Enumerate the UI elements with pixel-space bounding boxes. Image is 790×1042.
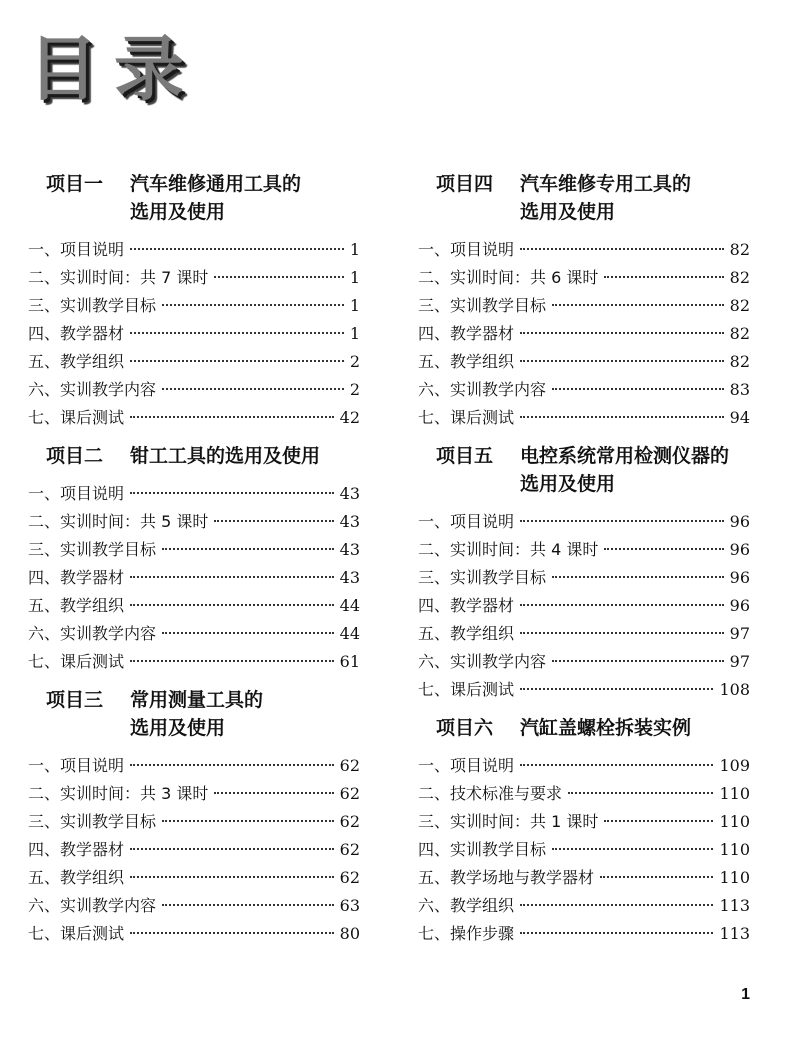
toc-entry[interactable] <box>28 536 360 564</box>
toc-entry[interactable] <box>418 676 750 704</box>
toc-entry-label: 二、实训时间：共 4 课时 <box>418 540 599 559</box>
toc-entry[interactable] <box>28 892 360 920</box>
toc-entry-label: 七、课后测试 <box>418 408 515 427</box>
toc-entry-label: 五、教学场地与教学器材 <box>418 868 595 887</box>
toc-entry-label: 三、实训教学目标 <box>28 812 157 831</box>
toc-entry[interactable] <box>28 376 360 404</box>
toc-entry[interactable] <box>28 508 360 536</box>
dot-leader <box>130 576 334 578</box>
section-title <box>28 686 360 742</box>
dot-leader <box>162 632 334 634</box>
toc-entry-page: 62 <box>339 868 360 887</box>
dot-leader <box>520 520 724 522</box>
toc-entry-label: 四、教学器材 <box>418 324 515 343</box>
toc-entry-page: 110 <box>719 812 750 831</box>
toc-entry-label: 七、课后测试 <box>418 680 515 699</box>
toc-entry-page: 2 <box>349 352 360 371</box>
section-title <box>28 170 360 226</box>
toc-entry-label: 七、操作步骤 <box>418 924 515 943</box>
dot-leader <box>552 304 724 306</box>
toc-entry-page: 63 <box>339 896 360 915</box>
toc-entry-page: 82 <box>729 268 750 287</box>
toc-entry-label: 六、实训教学内容 <box>418 380 547 399</box>
toc-entry-page: 110 <box>719 840 750 859</box>
dot-leader <box>130 604 334 606</box>
toc-entry[interactable] <box>28 648 360 676</box>
toc-entry-page: 110 <box>719 784 750 803</box>
toc-entry-label: 六、实训教学内容 <box>28 380 157 399</box>
toc-entry-page: 62 <box>339 840 360 859</box>
dot-leader <box>604 276 723 278</box>
toc-entry-page: 82 <box>729 324 750 343</box>
toc-entry-page: 96 <box>729 512 750 531</box>
dot-leader <box>520 416 724 418</box>
dot-leader <box>130 876 334 878</box>
toc-section <box>28 442 360 676</box>
toc-entry[interactable] <box>418 564 750 592</box>
toc-entry-page: 82 <box>729 352 750 371</box>
section-title <box>418 714 750 742</box>
toc-left-column <box>28 170 360 948</box>
toc-entry-label: 五、教学组织 <box>28 352 125 371</box>
dot-leader <box>162 304 344 306</box>
toc-entry[interactable] <box>418 292 750 320</box>
toc-entry[interactable] <box>418 508 750 536</box>
dot-leader <box>130 360 344 362</box>
section-number: 项目六 <box>436 717 494 739</box>
toc-entry-label: 二、技术标准与要求 <box>418 784 563 803</box>
dot-leader <box>520 632 724 634</box>
toc-entry-label: 四、教学器材 <box>28 324 125 343</box>
toc-entry[interactable] <box>28 752 360 780</box>
toc-entry[interactable] <box>418 536 750 564</box>
toc-entry[interactable] <box>28 348 360 376</box>
toc-entry-page: 43 <box>339 512 360 531</box>
dot-leader <box>130 764 334 766</box>
toc-entry-page: 83 <box>729 380 750 399</box>
dot-leader <box>162 904 334 906</box>
dot-leader <box>604 548 723 550</box>
toc-entry[interactable] <box>418 404 750 432</box>
toc-entry[interactable] <box>418 376 750 404</box>
toc-entry-label: 一、项目说明 <box>28 484 125 503</box>
toc-section <box>418 714 750 948</box>
toc-entry[interactable] <box>28 480 360 508</box>
section-title <box>418 170 750 226</box>
toc-entry-page: 2 <box>349 380 360 399</box>
section-number: 项目五 <box>436 445 494 467</box>
section-name: 钳工工具的选用及使用 <box>130 445 321 467</box>
toc-entry-page: 42 <box>339 408 360 427</box>
dot-leader <box>552 576 724 578</box>
section-name: 汽车维修专用工具的 选用及使用 <box>520 173 692 223</box>
toc-entry-label: 三、实训教学目标 <box>418 568 547 587</box>
toc-entry-page: 82 <box>729 296 750 315</box>
dot-leader <box>162 388 344 390</box>
toc-entry[interactable] <box>418 752 750 780</box>
toc-entry-label: 六、实训教学内容 <box>28 896 157 915</box>
dot-leader <box>552 388 724 390</box>
toc-entry-label: 一、项目说明 <box>28 756 125 775</box>
toc-entry-label: 三、实训教学目标 <box>28 540 157 559</box>
toc-entry-label: 五、教学组织 <box>418 624 515 643</box>
toc-entry-page: 61 <box>339 652 360 671</box>
toc-entry[interactable] <box>418 648 750 676</box>
dot-leader <box>162 820 334 822</box>
toc-entry-label: 四、教学器材 <box>28 840 125 859</box>
section-name: 电控系统常用检测仪器的 选用及使用 <box>520 445 730 495</box>
toc-section <box>28 170 360 432</box>
toc-entry-page: 1 <box>349 324 360 343</box>
toc-entry-label: 五、教学组织 <box>418 352 515 371</box>
toc-entry-label: 七、课后测试 <box>28 408 125 427</box>
toc-entry[interactable] <box>28 320 360 348</box>
section-title <box>418 442 750 498</box>
toc-entry[interactable] <box>28 236 360 264</box>
toc-entry-label: 五、教学组织 <box>28 868 125 887</box>
toc-entry-page: 43 <box>339 568 360 587</box>
toc-entry-page: 43 <box>339 484 360 503</box>
toc-entry[interactable] <box>418 348 750 376</box>
toc-entry-label: 一、项目说明 <box>418 756 515 775</box>
toc-entry[interactable] <box>418 920 750 948</box>
dot-leader <box>130 660 334 662</box>
dot-leader <box>520 248 724 250</box>
toc-entry[interactable] <box>418 836 750 864</box>
toc-entry-label: 六、教学组织 <box>418 896 515 915</box>
toc-entry[interactable] <box>418 236 750 264</box>
dot-leader <box>130 848 334 850</box>
dot-leader <box>600 876 713 878</box>
toc-entry-label: 一、项目说明 <box>418 240 515 259</box>
toc-entry-page: 62 <box>339 756 360 775</box>
toc-entry[interactable] <box>418 592 750 620</box>
page-title: 目录 <box>28 27 200 110</box>
dot-leader <box>214 520 333 522</box>
toc-entry-label: 三、实训教学目标 <box>418 296 547 315</box>
toc-entry[interactable] <box>418 620 750 648</box>
page-number: 1 <box>741 986 750 1003</box>
toc-entry-page: 97 <box>729 652 750 671</box>
toc-entry-label: 二、实训时间：共 6 课时 <box>418 268 599 287</box>
dot-leader <box>520 932 713 934</box>
toc-entry-page: 97 <box>729 624 750 643</box>
section-name: 汽车维修通用工具的 选用及使用 <box>130 173 302 223</box>
toc-entry-page: 80 <box>339 924 360 943</box>
dot-leader <box>520 604 724 606</box>
toc-entry-page: 94 <box>729 408 750 427</box>
toc-entry-page: 96 <box>729 568 750 587</box>
toc-entry-label: 七、课后测试 <box>28 652 125 671</box>
dot-leader <box>520 360 724 362</box>
toc-entry-label: 三、实训时间：共 1 课时 <box>418 812 599 831</box>
toc-entry-label: 七、课后测试 <box>28 924 125 943</box>
toc-entry-page: 43 <box>339 540 360 559</box>
dot-leader <box>520 688 713 690</box>
toc-entry-page: 110 <box>719 868 750 887</box>
dot-leader <box>162 548 334 550</box>
toc-entry-page: 96 <box>729 540 750 559</box>
toc-entry-label: 二、实训时间：共 5 课时 <box>28 512 209 531</box>
section-title <box>28 442 360 470</box>
toc-entry[interactable] <box>28 564 360 592</box>
toc-entry[interactable] <box>28 404 360 432</box>
toc-entry[interactable] <box>28 836 360 864</box>
toc-entry[interactable] <box>28 292 360 320</box>
dot-leader <box>520 764 713 766</box>
dot-leader <box>214 276 343 278</box>
section-number: 项目三 <box>46 689 104 711</box>
dot-leader <box>568 792 713 794</box>
toc-entry[interactable] <box>28 780 360 808</box>
toc-entry[interactable] <box>28 808 360 836</box>
toc-entry-page: 109 <box>719 756 750 775</box>
dot-leader <box>130 416 334 418</box>
section-number: 项目四 <box>436 173 494 195</box>
section-name: 常用测量工具的 选用及使用 <box>130 689 264 739</box>
toc-entry-page: 113 <box>719 896 750 915</box>
toc-entry-label: 四、教学器材 <box>28 568 125 587</box>
toc-entry[interactable] <box>28 920 360 948</box>
toc-entry-page: 1 <box>349 296 360 315</box>
toc-entry[interactable] <box>418 264 750 292</box>
toc-section <box>28 686 360 948</box>
toc-entry[interactable] <box>418 808 750 836</box>
toc-entry[interactable] <box>418 864 750 892</box>
toc-entry[interactable] <box>28 592 360 620</box>
toc-entry-page: 62 <box>339 784 360 803</box>
toc-entry[interactable] <box>28 620 360 648</box>
section-number: 项目一 <box>46 173 104 195</box>
toc-entry-label: 一、项目说明 <box>418 512 515 531</box>
toc-entry-page: 1 <box>349 240 360 259</box>
dot-leader <box>552 660 724 662</box>
section-number: 项目二 <box>46 445 104 467</box>
toc-entry[interactable] <box>418 320 750 348</box>
toc-entry-label: 二、实训时间：共 3 课时 <box>28 784 209 803</box>
dot-leader <box>552 848 713 850</box>
toc-entry[interactable] <box>418 780 750 808</box>
toc-entry-page: 62 <box>339 812 360 831</box>
toc-entry[interactable] <box>28 864 360 892</box>
toc-entry-page: 1 <box>349 268 360 287</box>
dot-leader <box>130 492 334 494</box>
toc-entry-label: 四、实训教学目标 <box>418 840 547 859</box>
toc-entry-label: 四、教学器材 <box>418 596 515 615</box>
dot-leader <box>130 332 344 334</box>
toc-entry-page: 44 <box>339 624 360 643</box>
toc-entry-label: 三、实训教学目标 <box>28 296 157 315</box>
toc-entry-label: 六、实训教学内容 <box>28 624 157 643</box>
toc-entry-label: 五、教学组织 <box>28 596 125 615</box>
section-name: 汽缸盖螺栓拆装实例 <box>520 717 692 739</box>
toc-entry-page: 96 <box>729 596 750 615</box>
toc-entry-label: 一、项目说明 <box>28 240 125 259</box>
toc-entry-label: 二、实训时间：共 7 课时 <box>28 268 209 287</box>
dot-leader <box>130 248 344 250</box>
dot-leader <box>520 332 724 334</box>
toc-section <box>418 442 750 704</box>
toc-entry[interactable] <box>418 892 750 920</box>
dot-leader <box>214 792 333 794</box>
toc-entry[interactable] <box>28 264 360 292</box>
dot-leader <box>130 932 334 934</box>
dot-leader <box>604 820 713 822</box>
toc-entry-page: 44 <box>339 596 360 615</box>
toc-section <box>418 170 750 432</box>
dot-leader <box>520 904 713 906</box>
toc-entry-page: 82 <box>729 240 750 259</box>
toc-right-column <box>418 170 750 948</box>
toc-entry-page: 108 <box>719 680 750 699</box>
toc-entry-page: 113 <box>719 924 750 943</box>
toc-entry-label: 六、实训教学内容 <box>418 652 547 671</box>
